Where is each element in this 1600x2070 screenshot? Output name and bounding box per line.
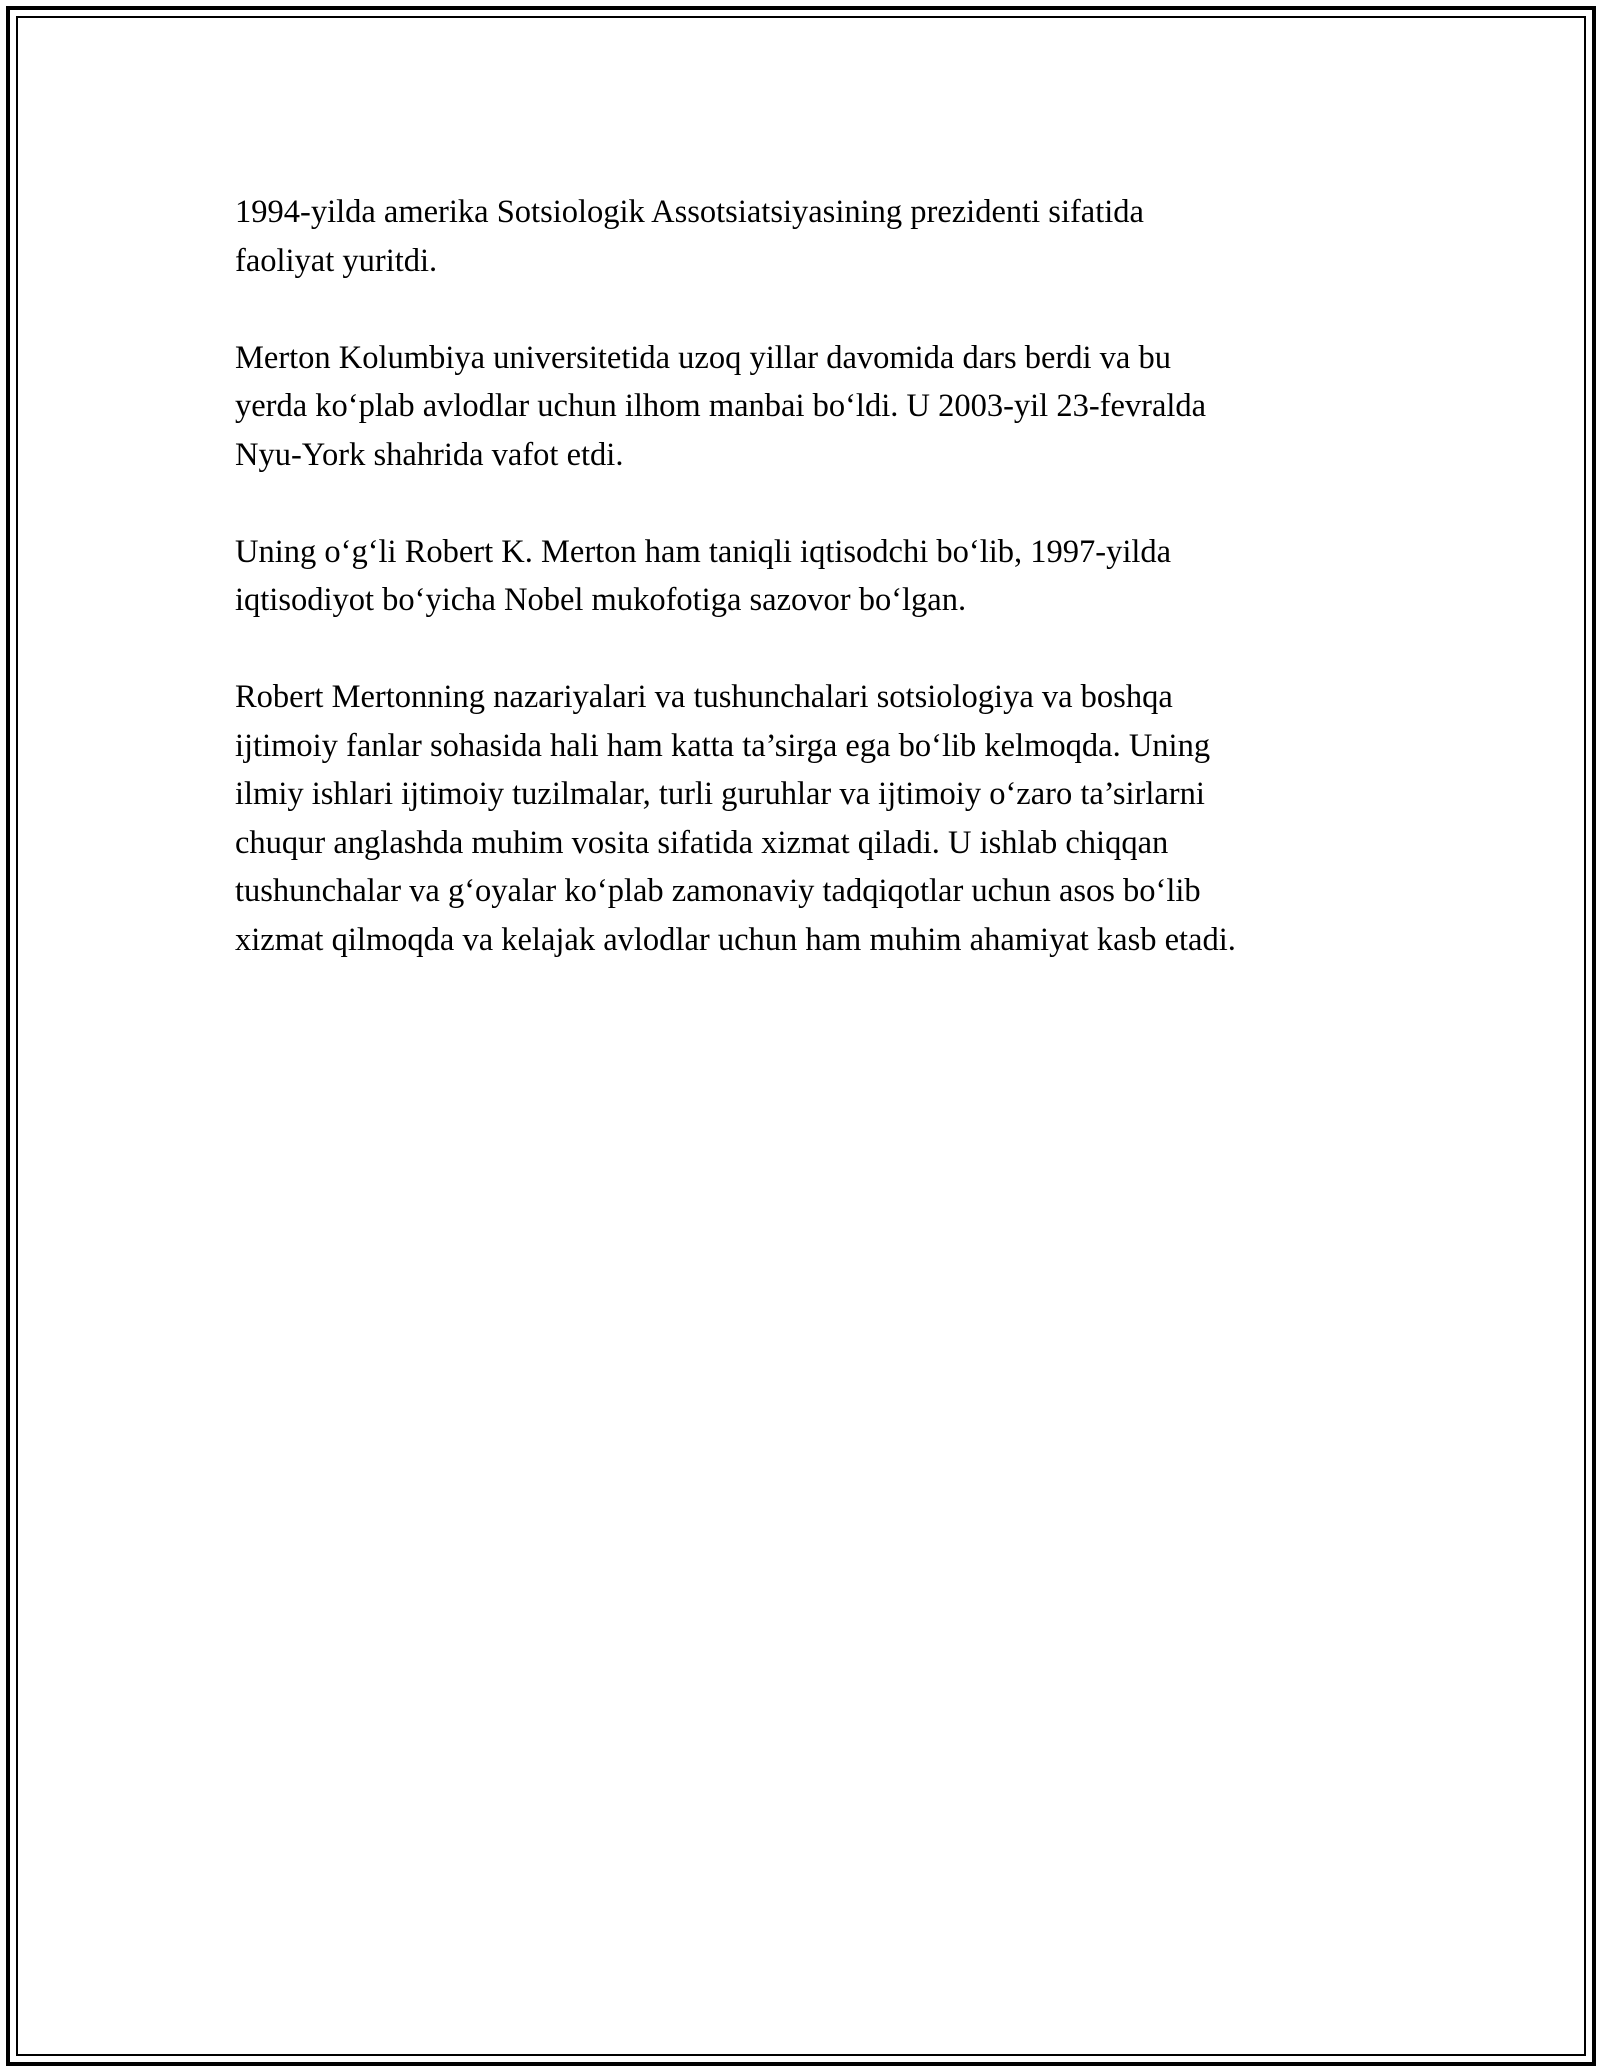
- paragraph-3: Uning o‘g‘li Robert K. Merton ham taniqli iqtisodchi bo‘lib, 1997-yilda iqtisodiyot bo‘yicha Nobel mukofotiga sazovor bo‘lgan.: [235, 533, 1172, 618]
- paragraph-4: Robert Mertonning nazariyalari va tushunchalari sotsiologiya va boshqa ijtimoiy fanlar sohasida hali ham katta ta’sirga ega bo‘lib kelmoqda. Uning ilmiy ishlari ijtimoiy tuzilmalar, turli guruhlar va ijtimoiy o‘zaro ta’sirlarni chuqur anglashda muhim vosita sifatida xizmat qiladi. U ishlab chiqqan tushunchalar va g‘oyalar ko‘plab zamonaviy tadqiqotlar uchun asos bo‘lib xizmat qilmoqda va kelajak avlodlar uchun ham muhim ahamiyat kasb etadi.: [235, 679, 1236, 958]
- paragraph-1: 1994-yilda amerika Sotsiologik Assotsiatsiyasining prezidenti sifatida faoliyat yuritdi.: [235, 194, 1144, 279]
- document-body: [235, 188, 1395, 1013]
- paragraph-2: Merton Kolumbiya universitetida uzoq yillar davomida dars berdi va bu yerda ko‘plab avlodlar uchun ilhom manbai bo‘ldi. U 2003-yil 23-fevralda Nyu-York shahrida vafot etdi.: [235, 339, 1207, 473]
